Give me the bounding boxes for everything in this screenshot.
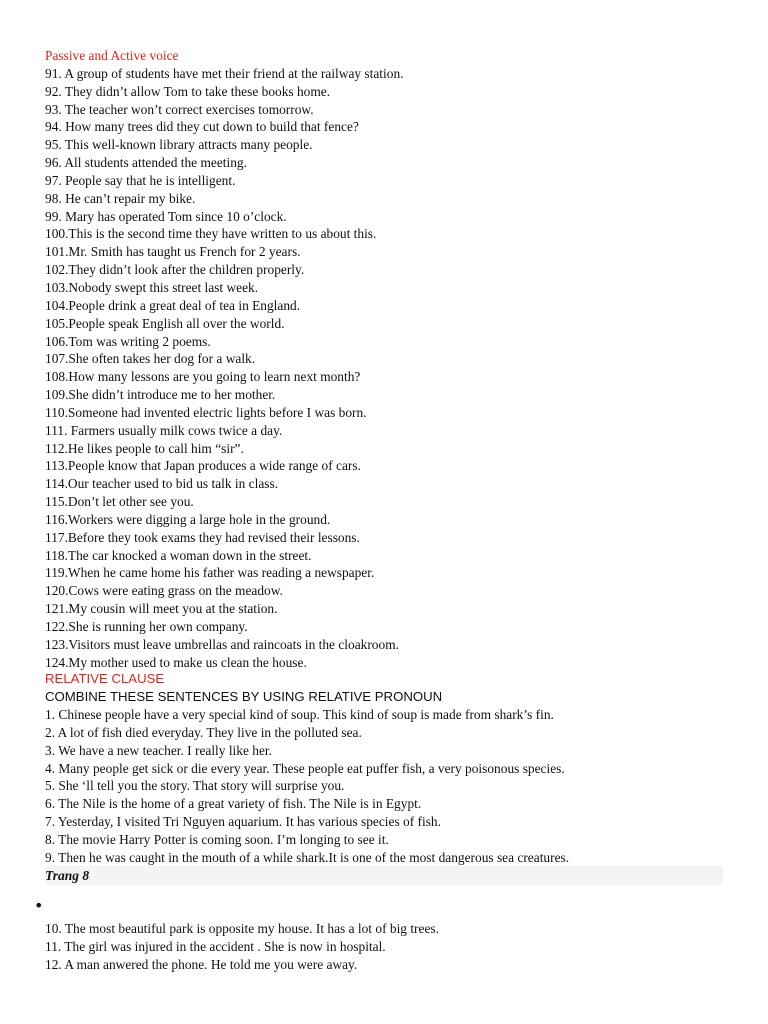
bullet-marker: • [34, 896, 44, 915]
relative-clause-heading-wrap [45, 670, 735, 688]
exercise-line: 124.My mother used to make us clean the house. [45, 654, 307, 670]
exercise-line: 116.Workers were digging a large hole in the ground. [45, 511, 331, 527]
exercise-line: 119.When he came home his father was reading a newspaper. [45, 565, 375, 581]
exercise-line: 105.People speak English all over the world. [45, 315, 285, 331]
exercise-line: 2. A lot of fish died everyday. They live in the polluted sea. [45, 724, 362, 740]
relative-exercise-list-page2 [45, 920, 735, 974]
exercise-line: 3. We have a new teacher. I really like her. [45, 742, 272, 758]
section-heading-passive: Passive and Active voice [45, 48, 179, 63]
exercise-line: 123.Visitors must leave umbrellas and raincoats in the cloakroom. [45, 636, 399, 652]
exercise-line: 6. The Nile is the home of a great variety of fish. The Nile is in Egypt. [45, 796, 422, 812]
exercise-line: 118.The car knocked a woman down in the street. [45, 547, 312, 563]
exercise-line: 96. All students attended the meeting. [45, 155, 247, 171]
exercise-line: 12. A man anwered the phone. He told me you were away. [45, 956, 358, 972]
exercise-line: 7. Yesterday, I visited Tri Nguyen aquarium. It has various species of fish. [45, 814, 441, 830]
exercise-line: 100.This is the second time they have written to us about this. [45, 226, 377, 242]
exercise-line: 104.People drink a great deal of tea in England. [45, 297, 301, 313]
exercise-line: 112.He likes people to call him “sir”. [45, 440, 244, 456]
passive-exercise-list [45, 65, 735, 672]
exercise-line: 106.Tom was writing 2 poems. [45, 333, 211, 349]
exercise-line: 8. The movie Harry Potter is coming soon. I’m longing to see it. [45, 831, 389, 847]
exercise-line: 111. Farmers usually milk cows twice a day. [45, 422, 283, 438]
exercise-line: 117.Before they took exams they had revised their lessons. [45, 529, 360, 545]
exercise-line: 94. How many trees did they cut down to build that fence? [45, 119, 359, 135]
exercise-line: 93. The teacher won’t correct exercises tomorrow. [45, 101, 314, 117]
exercise-line: 113.People know that Japan produces a wide range of cars. [45, 458, 361, 474]
exercise-line: 109.She didn’t introduce me to her mother. [45, 387, 276, 403]
exercise-line: 99. Mary has operated Tom since 10 o’clock. [45, 208, 287, 224]
exercise-line: 120.Cows were eating grass on the meadow. [45, 583, 283, 599]
relative-instruction: COMBINE THESE SENTENCES BY USING RELATIVE PRONOUN [45, 689, 443, 704]
exercise-line: 101.Mr. Smith has taught us French for 2 years. [45, 244, 301, 260]
exercise-line: 11. The girl was injured in the accident . She is now in hospital. [45, 938, 386, 954]
exercise-line: 5. She ‘ll tell you the story. That story will surprise you. [45, 778, 345, 794]
relative-exercise-list-page1 [45, 706, 735, 867]
exercise-line: 9. Then he was caught in the mouth of a while shark.It is one of the most dangerous sea creatures. [45, 849, 570, 865]
exercise-line: 4. Many people get sick or die every year. These people eat puffer fish, a very poisonous species. [45, 760, 565, 776]
exercise-line: 107.She often takes her dog for a walk. [45, 351, 256, 367]
page-number-label: Trang 8 [45, 868, 90, 883]
exercise-line: 115.Don’t let other see you. [45, 494, 194, 510]
page-footer-band [45, 866, 723, 885]
exercise-line: 108.How many lessons are you going to learn next month? [45, 369, 361, 385]
exercise-line: 91. A group of students have met their friend at the railway station. [45, 65, 404, 81]
exercise-line: 97. People say that he is intelligent. [45, 172, 236, 188]
passive-voice-section [45, 47, 735, 672]
section-heading-relative: RELATIVE CLAUSE [45, 671, 165, 686]
exercise-line: 103.Nobody swept this street last week. [45, 279, 259, 295]
exercise-line: 102.They didn’t look after the children properly. [45, 262, 305, 278]
exercise-line: 92. They didn’t allow Tom to take these books home. [45, 83, 331, 99]
exercise-line: 1. Chinese people have a very special kind of soup. This kind of soup is made from shark’s fin. [45, 707, 554, 722]
exercise-line: 110.Someone had invented electric lights before I was born. [45, 404, 367, 420]
exercise-line: 95. This well-known library attracts many people. [45, 137, 313, 153]
exercise-line: 98. He can’t repair my bike. [45, 190, 196, 206]
exercise-line: 10. The most beautiful park is opposite my house. It has a lot of big trees. [45, 921, 439, 936]
exercise-line: 121.My cousin will meet you at the station. [45, 601, 278, 617]
exercise-line: 122.She is running her own company. [45, 619, 248, 634]
exercise-line: 114.Our teacher used to bid us talk in class. [45, 476, 279, 492]
relative-instruction-wrap [45, 688, 735, 706]
